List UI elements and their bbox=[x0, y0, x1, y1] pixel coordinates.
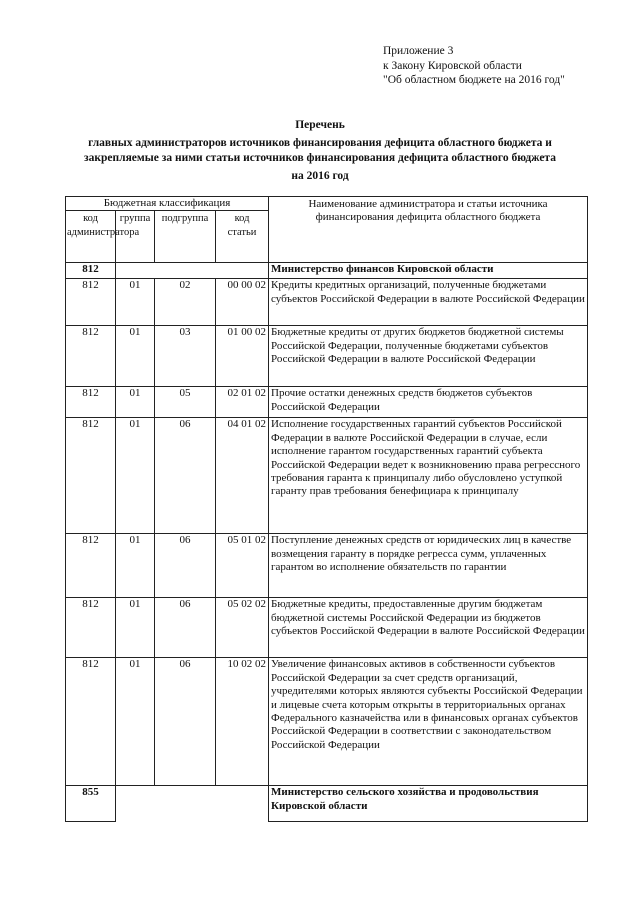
admin-code-cell: 812 bbox=[66, 658, 116, 786]
item-name-cell: Кредиты кредитных организаций, полученные бюджетами субъектов Российской Федерации в валюте Российской Федерации bbox=[269, 279, 588, 326]
group-cell: 01 bbox=[116, 598, 155, 658]
article-cell: 05 01 02 bbox=[216, 534, 269, 598]
subgroup-cell: 02 bbox=[155, 279, 216, 326]
admin-code-cell: 855 bbox=[66, 786, 116, 822]
table-row bbox=[66, 263, 588, 279]
admin-code-cell: 812 bbox=[66, 418, 116, 534]
empty-cell bbox=[116, 786, 269, 822]
article-cell: 05 02 02 bbox=[216, 598, 269, 658]
admin-code-cell: 812 bbox=[66, 598, 116, 658]
table-row bbox=[66, 326, 588, 387]
admin-name-cell: Министерство финансов Кировской области bbox=[269, 263, 588, 279]
subgroup-cell: 06 bbox=[155, 658, 216, 786]
item-name-cell: Бюджетные кредиты, предоставленные другим бюджетам бюджетной системы Российской Федерации из бюджетов субъектов Российской Федерации в валюте Российской Федерации bbox=[269, 598, 588, 658]
administrators-table bbox=[65, 196, 588, 822]
appendix-line-1: Приложение 3 bbox=[383, 45, 454, 57]
header-subgroup: подгруппа bbox=[155, 211, 216, 263]
document-title bbox=[60, 118, 580, 184]
appendix-line-3: "Об областном бюджете на 2016 год" bbox=[383, 74, 565, 86]
empty-cell bbox=[116, 263, 269, 279]
table-row bbox=[66, 418, 588, 534]
header-group: группа bbox=[116, 211, 155, 263]
header-name: Наименование администратора и статьи источника финансирования дефицита областного бюджета bbox=[269, 197, 588, 263]
admin-code-cell: 812 bbox=[66, 534, 116, 598]
group-cell: 01 bbox=[116, 279, 155, 326]
subgroup-cell: 06 bbox=[155, 598, 216, 658]
title-line-1: Перечень bbox=[295, 119, 345, 131]
table-row bbox=[66, 534, 588, 598]
item-name-cell: Поступление денежных средств от юридических лиц в качестве возмещения гаранту в порядке регресса сумм, уплаченных гарантом во исполнение обязательств по гарантии bbox=[269, 534, 588, 598]
table-row bbox=[66, 279, 588, 326]
group-cell: 01 bbox=[116, 658, 155, 786]
article-cell: 10 02 02 bbox=[216, 658, 269, 786]
subgroup-cell: 03 bbox=[155, 326, 216, 387]
admin-name-cell: Министерство сельского хозяйства и продовольствия Кировской области bbox=[269, 786, 588, 822]
header-budget-classification: Бюджетная классификация bbox=[66, 197, 269, 211]
article-cell: 04 01 02 bbox=[216, 418, 269, 534]
group-cell: 01 bbox=[116, 418, 155, 534]
appendix-line-2: к Закону Кировской области bbox=[383, 59, 522, 72]
item-name-cell: Увеличение финансовых активов в собственности субъектов Российской Федерации за счет средств организаций, учредителями которых являются субъекты Российской Федерации и лицевые счета которым открыты в территориальных органах Федерального казначейства или в финансовых органах субъектов Российской Федерации в соответствии с законодательством Российской Федерации bbox=[269, 658, 588, 786]
header-article-code: код статьи bbox=[216, 211, 269, 263]
item-name-cell: Исполнение государственных гарантий субъектов Российской Федерации в валюте Российской Федерации в случае, если исполнение гарантом государственных гарантий субъекта Российской Федерации ведет к возникновению права регрессного требования гаранта к принципалу либо обусловлено уступкой гаранту прав требования бенефициара к принципалу bbox=[269, 418, 588, 534]
subgroup-cell: 05 bbox=[155, 387, 216, 418]
table-row bbox=[66, 658, 588, 786]
admin-code-cell: 812 bbox=[66, 326, 116, 387]
group-cell: 01 bbox=[116, 534, 155, 598]
item-name-cell: Бюджетные кредиты от других бюджетов бюджетной системы Российской Федерации, полученные бюджетами субъектов Российской Федерации в валюте Российской Федерации bbox=[269, 326, 588, 387]
title-line-4: на 2016 год bbox=[291, 170, 349, 182]
subgroup-cell: 06 bbox=[155, 534, 216, 598]
header-admin-code: код администратора bbox=[66, 211, 116, 263]
admin-code-cell: 812 bbox=[66, 387, 116, 418]
article-cell: 02 01 02 bbox=[216, 387, 269, 418]
subgroup-cell: 06 bbox=[155, 418, 216, 534]
group-cell: 01 bbox=[116, 326, 155, 387]
item-name-cell: Прочие остатки денежных средств бюджетов субъектов Российской Федерации bbox=[269, 387, 588, 418]
group-cell: 01 bbox=[116, 387, 155, 418]
article-cell: 01 00 02 bbox=[216, 326, 269, 387]
table-row bbox=[66, 387, 588, 418]
appendix-note bbox=[383, 44, 565, 88]
admin-code-cell: 812 bbox=[66, 279, 116, 326]
title-line-3: закрепляемые за ними статьи источников финансирования дефицита областного бюджета bbox=[84, 152, 556, 164]
title-line-2: главных администраторов источников финансирования дефицита областного бюджета и bbox=[88, 137, 552, 149]
table-row bbox=[66, 598, 588, 658]
article-cell: 00 00 02 bbox=[216, 279, 269, 326]
table-row bbox=[66, 786, 588, 822]
admin-code-cell: 812 bbox=[66, 263, 116, 279]
